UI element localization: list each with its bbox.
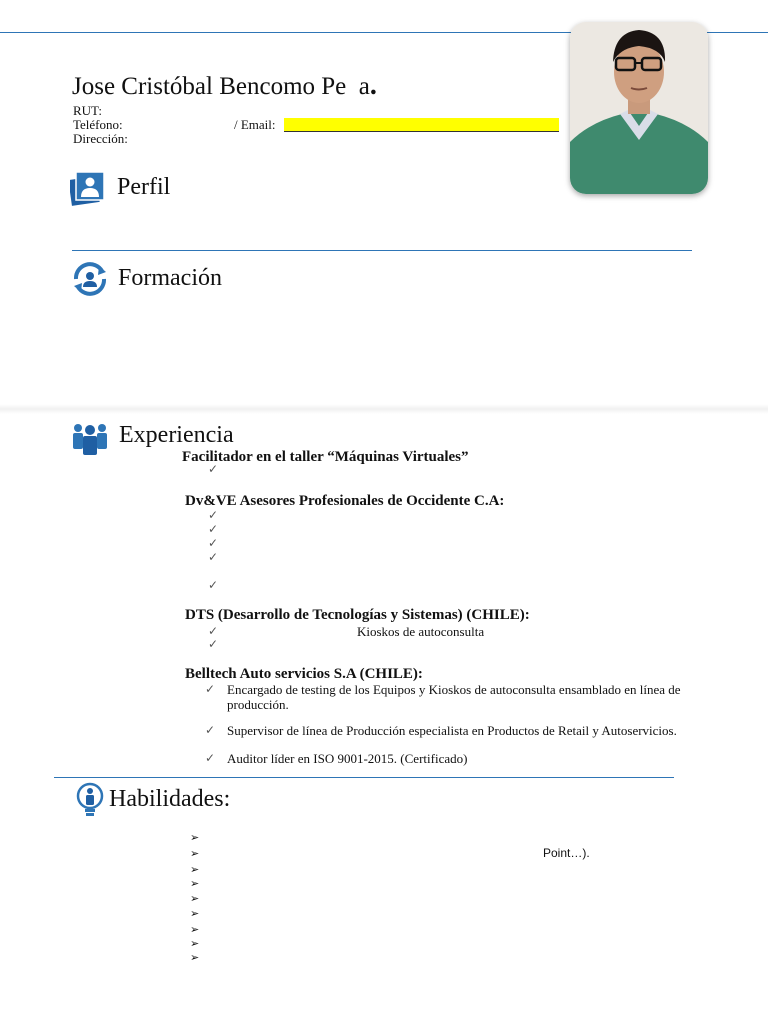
education-icon [72, 262, 108, 301]
check-icon: ✓ [205, 723, 216, 737]
check-icon: ✓ [205, 751, 216, 765]
check-icon: ✓ [208, 624, 219, 638]
section-title-habilidades: Habilidades: [109, 786, 231, 812]
job-title-2: Dv&VE Asesores Profesionales de Occidente C.A: [185, 493, 505, 509]
job4-item-2: Supervisor de línea de Producción especialista en Productos de Retail y Autoservicios. [227, 723, 677, 738]
arrow-bullet-icon: ➢ [190, 908, 200, 920]
arrow-bullet-icon: ➢ [190, 924, 200, 936]
arrow-bullet-icon: ➢ [190, 864, 200, 876]
rut-label: RUT: [73, 103, 102, 118]
skill-item-2-text: Point…). [543, 846, 590, 860]
job4-item-1: Encargado de testing de los Equipos y Kioskos de autoconsulta ensamblado en línea de producción. [227, 682, 681, 712]
check-icon: ✓ [208, 578, 219, 592]
perfil-divider [72, 250, 692, 251]
job-title-3: DTS (Desarrollo de Tecnologías y Sistemas) (CHILE): [185, 607, 530, 623]
email-label: / Email: [234, 117, 276, 132]
check-icon: ✓ [208, 637, 219, 651]
phone-label: Teléfono: [73, 117, 123, 132]
arrow-bullet-icon: ➢ [190, 893, 200, 905]
check-icon: ✓ [208, 522, 219, 536]
email-highlight [284, 118, 559, 132]
check-icon: ✓ [208, 550, 219, 564]
address-label: Dirección: [73, 131, 128, 146]
experiencia-divider [54, 777, 674, 778]
job-title-4: Belltech Auto servicios S.A (CHILE): [185, 666, 423, 682]
arrow-bullet-icon: ➢ [190, 878, 200, 890]
candidate-name: Jose Cristóbal Bencomo Pe a. [72, 70, 377, 101]
arrow-bullet-icon: ➢ [190, 832, 200, 844]
check-icon: ✓ [205, 682, 216, 696]
job-title-1: Facilitador en el taller “Máquinas Virtuales” [182, 449, 469, 465]
arrow-bullet-icon: ➢ [190, 848, 200, 860]
section-title-experiencia: Experiencia [119, 422, 234, 448]
profile-photo [570, 22, 708, 194]
section-title-formacion: Formación [118, 265, 222, 291]
arrow-bullet-icon: ➢ [190, 938, 200, 950]
skills-icon [75, 782, 105, 823]
job3-item-1: Kioskos de autoconsulta [357, 624, 485, 639]
check-icon: ✓ [208, 508, 219, 522]
page-break-shadow [0, 404, 768, 414]
job4-item-3: Auditor líder en ISO 9001-2015. (Certificado) [227, 751, 468, 766]
arrow-bullet-icon: ➢ [190, 952, 200, 964]
team-icon [71, 421, 109, 462]
section-title-perfil: Perfil [117, 174, 171, 200]
check-icon: ✓ [208, 536, 219, 550]
check-icon: ✓ [208, 462, 219, 476]
profile-icon [70, 172, 106, 211]
